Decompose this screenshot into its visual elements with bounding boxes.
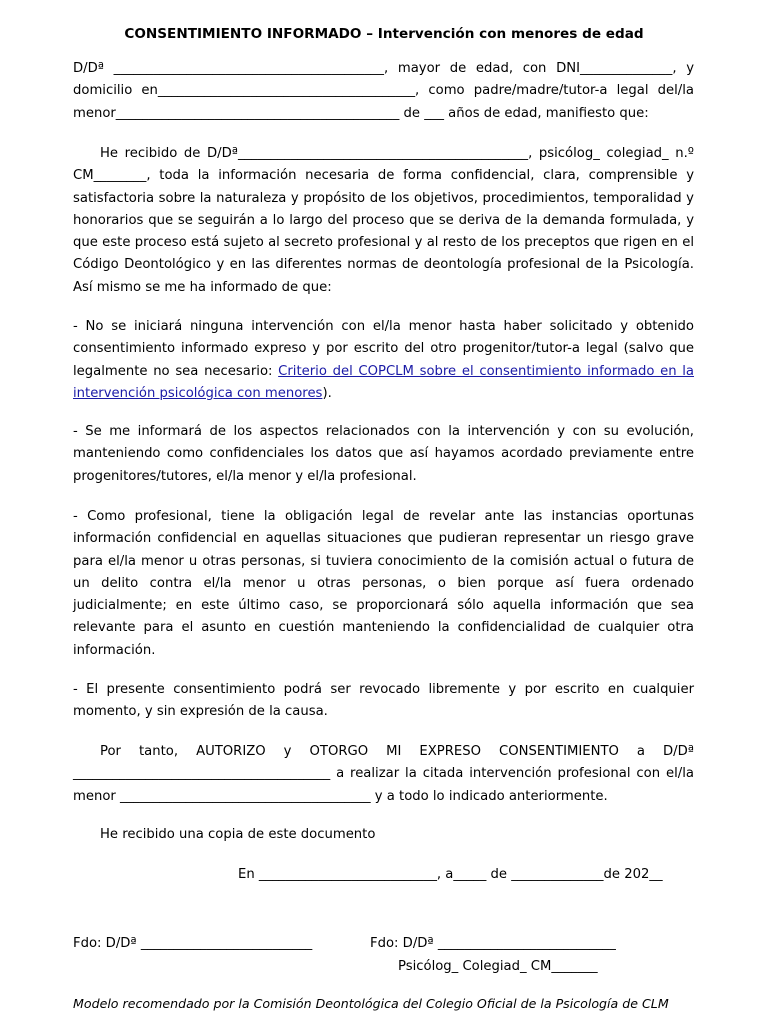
authorization-paragraph: Por tanto, AUTORIZO y OTORGO MI EXPRESO CONSENTIMIENTO a D/Dª _______________________________________ a realizar la citada intervención profesional con el/la menor ______________________________________ y a todo lo indicado anteriormente. — [73, 744, 694, 804]
place-date-line: En ___________________________, a_____ de ______________de 202__ — [238, 867, 663, 882]
item-revocation: - El presente consentimiento podrá ser revocado libremente y por escrito en cualquier momento, y sin expresión de la causa. — [73, 682, 694, 720]
parent-signature-line: Fdo: D/Dª __________________________ — [73, 936, 313, 951]
intro-paragraph: D/Dª _________________________________________, mayor de edad, con DNI______________, y domicilio en_______________________________________, como padre/madre/tutor-a legal del/la menor___________________________________________ de ___ años de edad, manifiesto que: — [73, 61, 694, 121]
footer-note: Modelo recomendado por la Comisión Deontológica del Colegio Oficial de la Psicología de CLM — [73, 996, 669, 1011]
item-evolution-information: - Se me informará de los aspectos relacionados con la intervención y con su evolución, manteniendo como confidenciales los datos que así hayamos acordado previamente entre progenitores/tutores, el/la menor y el/la profesional. — [73, 424, 694, 484]
item1-text: - No se iniciará ninguna intervención con el/la menor hasta haber solicitado y obtenido consentimiento informado expreso y por escrito del otro progenitor/tutor-a legal (salvo que legalmente no sea necesario: — [73, 319, 694, 379]
psychologist-registration-line: Psicólog_ Colegiad_ CM_______ — [398, 959, 598, 974]
document-title: CONSENTIMIENTO INFORMADO – Intervención con menores de edad — [124, 26, 644, 42]
psychologist-signature-line: Fdo: D/Dª ___________________________ — [370, 936, 616, 951]
copclm-criterion-link[interactable]: Criterio del COPCLM sobre el consentimiento informado en la intervención psicológica con menores — [73, 363, 694, 401]
copy-received-line: He recibido una copia de este documento — [100, 827, 376, 842]
item-legal-obligation: - Como profesional, tiene la obligación legal de revelar ante las instancias oportunas información confidencial en aquellas situaciones que pudieran representar un riesgo grave para el/la menor u otras personas, si tuviera conocimiento de la comisión actual o futura de un delito contra el/la menor u otras personas, o bien porque así fuera ordenado judicialmente; en este último caso, se proporcionará sólo aquella información que sea relevante para el asunto en cuestión manteniendo la confidencialidad de cualquier otra información. — [73, 509, 694, 658]
information-received-paragraph: He recibido de D/Dª____________________________________________, psicólog_ colegiad_ n.º CM________, toda la información necesaria de forma confidencial, clara, comprensible y satisfactoria sobre la naturaleza y propósito de los objetivos, procedimientos, temporalidad y honorarios que se seguirán a lo largo del proceso que se deriva de la demanda formulada, y que este proceso está sujeto al secreto profesional y al resto de los preceptos que rigen en el Código Deontológico y en las diferentes normas de deontología profesional de la Psicología. Así mismo se me ha informado de que: — [73, 146, 694, 295]
item1-closing: ). — [322, 385, 332, 401]
item-no-intervention-without-consent — [73, 316, 694, 405]
